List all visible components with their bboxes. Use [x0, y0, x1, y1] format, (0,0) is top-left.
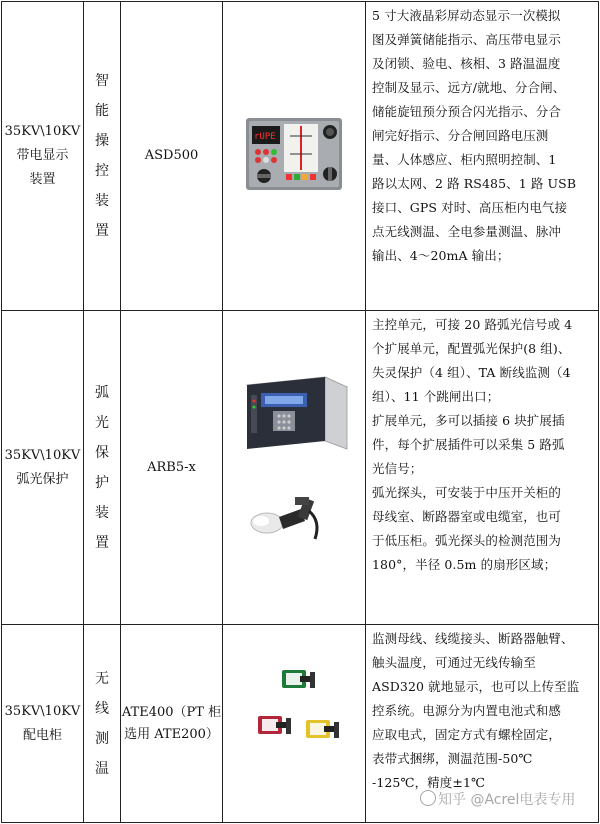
description-line: 控制及显示、远方/就地、分合闸、	[372, 80, 566, 95]
category-cell	[2, 2, 84, 311]
name-char: 护	[95, 474, 109, 491]
description-cell	[366, 311, 599, 625]
description-line: ASD320 就地显示，也可以上传至监	[372, 679, 580, 694]
description-line: 扩展单元，多可以插接 6 块扩展插	[372, 413, 565, 428]
description-line: -125℃，精度±1℃	[372, 775, 486, 790]
name-char: 置	[95, 223, 109, 239]
table-row	[2, 2, 599, 311]
svg-text:rUPE: rUPE	[254, 132, 276, 142]
switchgear-controller-image	[244, 114, 344, 194]
device-name-cell	[84, 625, 121, 823]
description-line: 路以太网、2 路 RS485、1 路 USB	[372, 176, 577, 191]
description-line: 图及弹簧储能指示、高压带电显示	[372, 32, 562, 47]
name-char: 智	[95, 73, 109, 89]
description-line: 弧光探头，可安装于中压开关柜的	[372, 485, 562, 500]
name-char: 装	[95, 193, 109, 209]
category-text: 配电柜	[22, 727, 62, 743]
category-text: 35KV\10KV	[4, 447, 81, 463]
model-text: ATE400（PT 柜	[121, 704, 222, 720]
description-line: 5 寸大液晶彩屏动态显示一次模拟	[372, 8, 561, 23]
category-text: 装置	[29, 172, 56, 187]
description-line: 控系统。电源分为内置电池式和感	[372, 703, 562, 718]
name-char: 置	[95, 534, 109, 551]
name-char: 能	[95, 103, 109, 119]
category-cell	[2, 625, 84, 823]
arc-protection-image	[229, 371, 359, 561]
category-text: 35KV\10KV	[4, 124, 81, 139]
wireless-sensor-image	[244, 662, 344, 782]
name-char: 装	[95, 504, 109, 521]
image-cell	[223, 311, 366, 625]
description-line: 母线室、断路器室或电缆室，也可	[372, 509, 562, 524]
zhihu-logo-icon	[420, 790, 436, 806]
watermark	[420, 789, 575, 809]
description-line: 应取电式，固定方式有螺栓固定，	[372, 727, 562, 742]
description-line: 输出、4～20mA 输出；	[372, 248, 510, 263]
table-row	[2, 311, 599, 625]
description-line: 件，每个扩展插件可以采集 5 路弧	[372, 437, 565, 452]
name-char: 操	[95, 133, 109, 149]
image-cell	[223, 2, 366, 311]
description-line: 组）、11 个跳闸出口；	[372, 389, 500, 404]
watermark-text: 知乎 @Acrel电表专用	[438, 792, 576, 808]
description-line: 表带式捆绑，测温范围-50℃	[372, 751, 533, 766]
name-char: 测	[95, 730, 109, 747]
description-line: 及闭锁、验电、核相、3 路温温度	[372, 56, 561, 71]
description-line: 主控单元，可接 20 路弧光信号或 4	[372, 317, 573, 332]
model-cell	[121, 625, 223, 823]
name-char: 无	[95, 670, 109, 687]
description-cell	[366, 2, 599, 311]
model-text: 选用 ATE200）	[124, 726, 219, 742]
category-cell	[2, 311, 84, 625]
description-line: 光信号；	[372, 461, 423, 476]
description-line: 量、人体感应、柜内照明控制、1	[372, 152, 557, 167]
description-line: 闸完好指示、分合闸回路电压测	[372, 128, 549, 143]
model-text: ARB5-x	[147, 459, 196, 475]
name-char: 线	[95, 700, 109, 717]
category-text: 带电显示	[16, 148, 69, 163]
description-line: 触头温度，可通过无线传输至	[372, 655, 536, 670]
product-spec-table	[1, 1, 599, 823]
description-line: 点无线测温、全电参量测温、脉冲	[372, 224, 562, 239]
description-line: 监测母线、线缆接头、断路器触臂、	[372, 631, 574, 646]
description-line: 失灵保护（4 组）、TA 断线监测（4	[372, 365, 571, 380]
device-name-cell	[84, 311, 121, 625]
description-line: 个扩展单元，配置弧光保护(8 组)、	[372, 341, 571, 356]
name-char: 温	[95, 760, 109, 777]
name-char: 保	[95, 444, 109, 461]
model-cell	[121, 2, 223, 311]
name-char: 光	[95, 414, 109, 431]
description-line: 储能旋钮预分预合闪光指示、分合	[372, 104, 562, 119]
category-text: 弧光保护	[16, 471, 69, 487]
device-name-cell	[84, 2, 121, 311]
name-char: 弧	[95, 384, 109, 401]
description-line: 接口、GPS 对时、高压柜内电气接	[372, 200, 568, 215]
description-line: 于低压柜。弧光探头的检测范围为	[372, 533, 562, 548]
model-text: ASD500	[144, 148, 199, 163]
name-char: 控	[95, 163, 109, 179]
category-text: 35KV\10KV	[4, 703, 81, 719]
image-cell	[223, 625, 366, 823]
model-cell	[121, 311, 223, 625]
description-line: 180°，半径 0.5m 的扇形区域；	[372, 557, 557, 572]
